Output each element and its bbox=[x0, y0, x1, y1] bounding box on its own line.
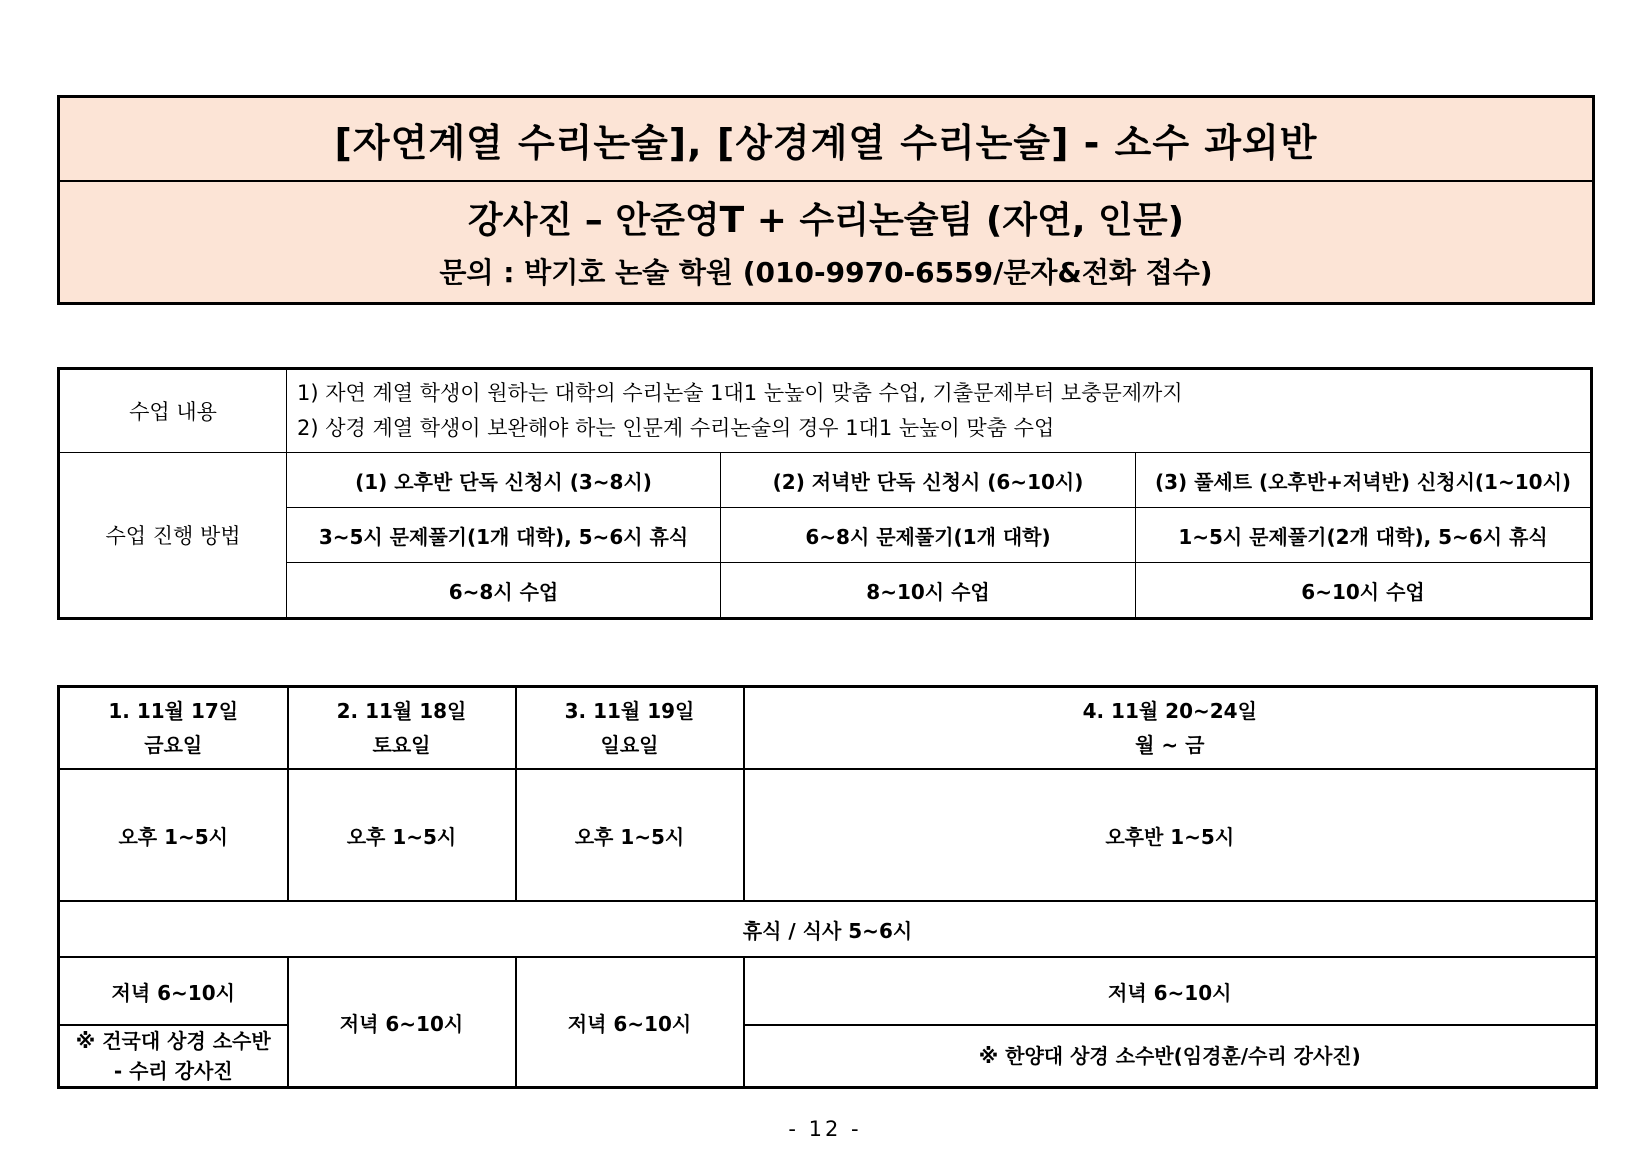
day-header bbox=[288, 687, 516, 770]
day-date: 3. 11월 19일 bbox=[564, 699, 695, 723]
note-line: ※ 건국대 상경 소수반 bbox=[75, 1029, 271, 1053]
evening-slot: 저녁 6~10시 bbox=[288, 957, 516, 1088]
schedule-table bbox=[57, 685, 1598, 1089]
option-detail: 1~5시 문제풀기(2개 대학), 5~6시 휴식 bbox=[1136, 508, 1592, 563]
day-date: 1. 11월 17일 bbox=[108, 699, 239, 723]
afternoon-slot: 오후 1~5시 bbox=[59, 769, 288, 901]
option-detail: 6~8시 문제풀기(1개 대학) bbox=[721, 508, 1136, 563]
note-line: - 수리 강사진 bbox=[113, 1059, 233, 1083]
content-description bbox=[287, 369, 1592, 453]
day-weekday: 토요일 bbox=[372, 733, 431, 757]
day-date: 4. 11월 20~24일 bbox=[1082, 699, 1257, 723]
content-line-2: 2) 상경 계열 학생이 보완해야 하는 인문계 수리논술의 경우 1대1 눈높이 맞춤 수업 bbox=[297, 416, 1055, 440]
contact-line: 문의 : 박기호 논술 학원 (010-9970-6559/문자&전화 접수) bbox=[439, 256, 1213, 289]
option-name: (1) 오후반 단독 신청시 (3~8시) bbox=[287, 453, 721, 508]
evening-slot: 저녁 6~10시 bbox=[744, 957, 1597, 1025]
afternoon-slot: 오후 1~5시 bbox=[288, 769, 516, 901]
page-number: - 12 - bbox=[788, 1117, 862, 1141]
break-slot: 휴식 / 식사 5~6시 bbox=[59, 901, 1597, 957]
method-label: 수업 진행 방법 bbox=[59, 453, 287, 619]
content-line-1: 1) 자연 계열 학생이 원하는 대학의 수리논술 1대1 눈높이 맞춤 수업, 기출문제부터 보충문제까지 bbox=[297, 381, 1183, 405]
evening-slot: 저녁 6~10시 bbox=[59, 957, 288, 1025]
afternoon-slot: 오후반 1~5시 bbox=[744, 769, 1597, 901]
option-class-time: 6~8시 수업 bbox=[287, 563, 721, 619]
instructors-line: 강사진 – 안준영T + 수리논술팀 (자연, 인문) bbox=[467, 199, 1185, 241]
option-name: (3) 풀세트 (오후반+저녁반) 신청시(1~10시) bbox=[1136, 453, 1592, 508]
content-label: 수업 내용 bbox=[59, 369, 287, 453]
day-header bbox=[59, 687, 288, 770]
option-detail: 3~5시 문제풀기(1개 대학), 5~6시 휴식 bbox=[287, 508, 721, 563]
day-weekday: 일요일 bbox=[600, 733, 659, 757]
day-date: 2. 11월 18일 bbox=[336, 699, 467, 723]
header-box bbox=[57, 95, 1595, 305]
class-info-table bbox=[57, 367, 1593, 620]
option-name: (2) 저녁반 단독 신청시 (6~10시) bbox=[721, 453, 1136, 508]
day-weekday: 월 ~ 금 bbox=[1135, 733, 1205, 757]
page-title: [자연계열 수리논술], [상경계열 수리논술] - 소수 과외반 bbox=[59, 97, 1594, 182]
note-cell bbox=[59, 1025, 288, 1088]
note-cell: ※ 한양대 상경 소수반(임경훈/수리 강사진) bbox=[744, 1025, 1597, 1088]
option-class-time: 6~10시 수업 bbox=[1136, 563, 1592, 619]
day-header bbox=[744, 687, 1597, 770]
afternoon-slot: 오후 1~5시 bbox=[516, 769, 744, 901]
option-class-time: 8~10시 수업 bbox=[721, 563, 1136, 619]
day-weekday: 금요일 bbox=[144, 733, 203, 757]
day-header bbox=[516, 687, 744, 770]
evening-slot: 저녁 6~10시 bbox=[516, 957, 744, 1088]
